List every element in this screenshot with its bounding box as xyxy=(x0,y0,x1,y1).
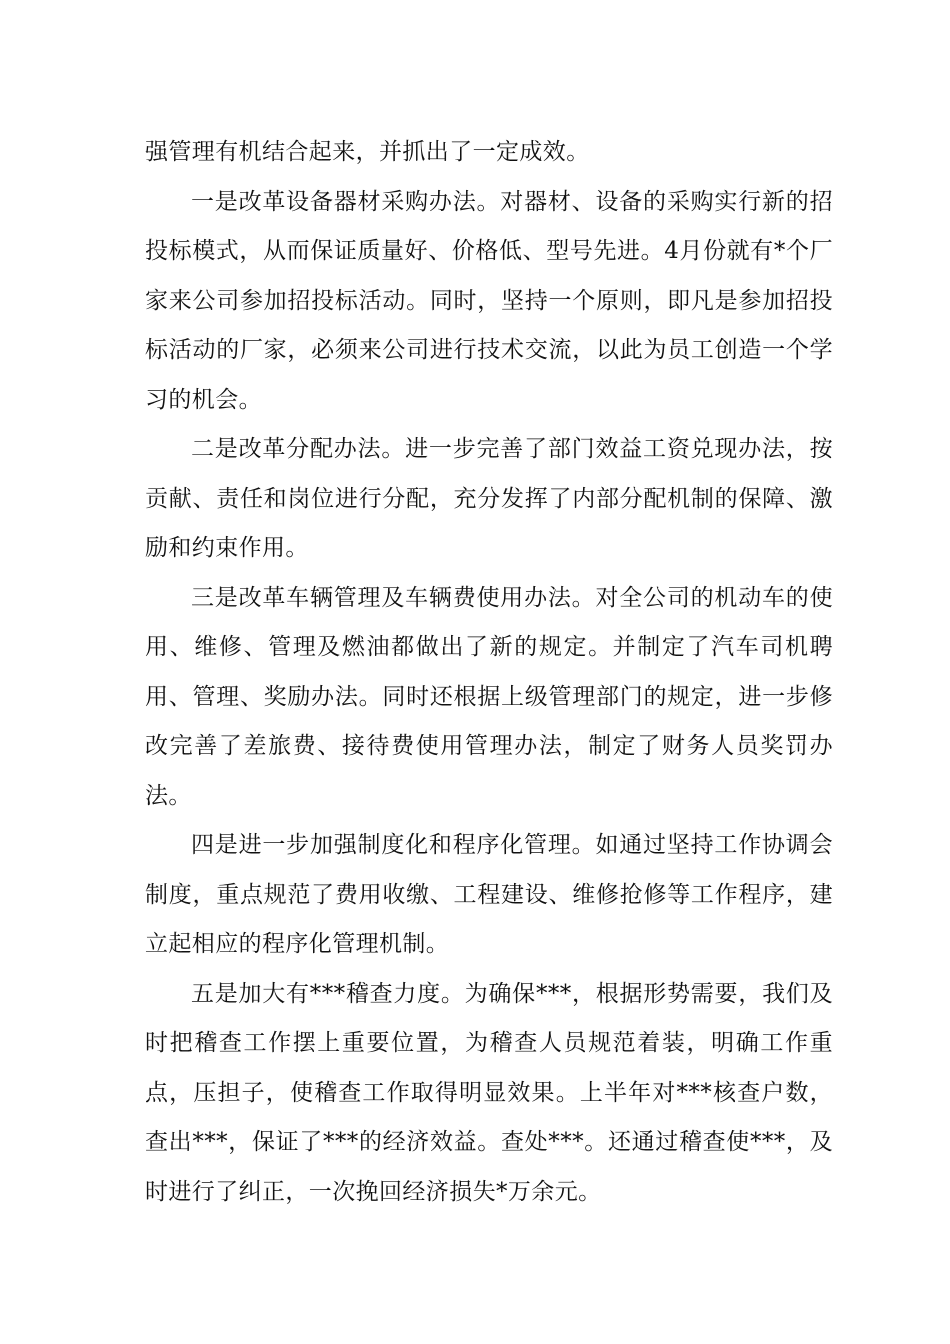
paragraph-procedural-management: 四是进一步加强制度化和程序化管理。如通过坚持工作协调会制度，重点规范了费用收缴、工程建设、维修抢修等工作程序，建立起相应的程序化管理机制。 xyxy=(145,832,833,957)
paragraph-vehicle-management: 三是改革车辆管理及车辆费使用办法。对全公司的机动车的使用、维修、管理及燃油都做出了新的规定。并制定了汽车司机聘用、管理、奖励办法。同时还根据上级管理部门的规定，进一步修改完善了差旅费、接待费使用管理办法，制定了财务人员奖罚办法。 xyxy=(145,584,833,809)
document-body xyxy=(145,128,833,1217)
paragraph-continuation: 强管理有机结合起来，并抓出了一定成效。 xyxy=(145,139,590,165)
paragraph-inspection-efforts: 五是加大有***稽查力度。为确保***，根据形势需要，我们及时把稽查工作摆上重要位置，为稽查人员规范着装，明确工作重点，压担子，使稽查工作取得明显效果。上半年对***核查户数，查出***，保证了***的经济效益。查处***。还通过稽查使***，及时进行了纠正，一次挽回经济损失*万余元。 xyxy=(145,980,833,1205)
paragraph-equipment-procurement: 一是改革设备器材采购办法。对器材、设备的采购实行新的招投标模式，从而保证质量好、价格低、型号先进。4月份就有*个厂家来公司参加招投标活动。同时，坚持一个原则，即凡是参加招投标活动的厂家，必须来公司进行技术交流，以此为员工创造一个学习的机会。 xyxy=(145,188,833,413)
paragraph-distribution-reform: 二是改革分配办法。进一步完善了部门效益工资兑现办法，按贡献、责任和岗位进行分配，充分发挥了内部分配机制的保障、激励和约束作用。 xyxy=(145,436,833,561)
